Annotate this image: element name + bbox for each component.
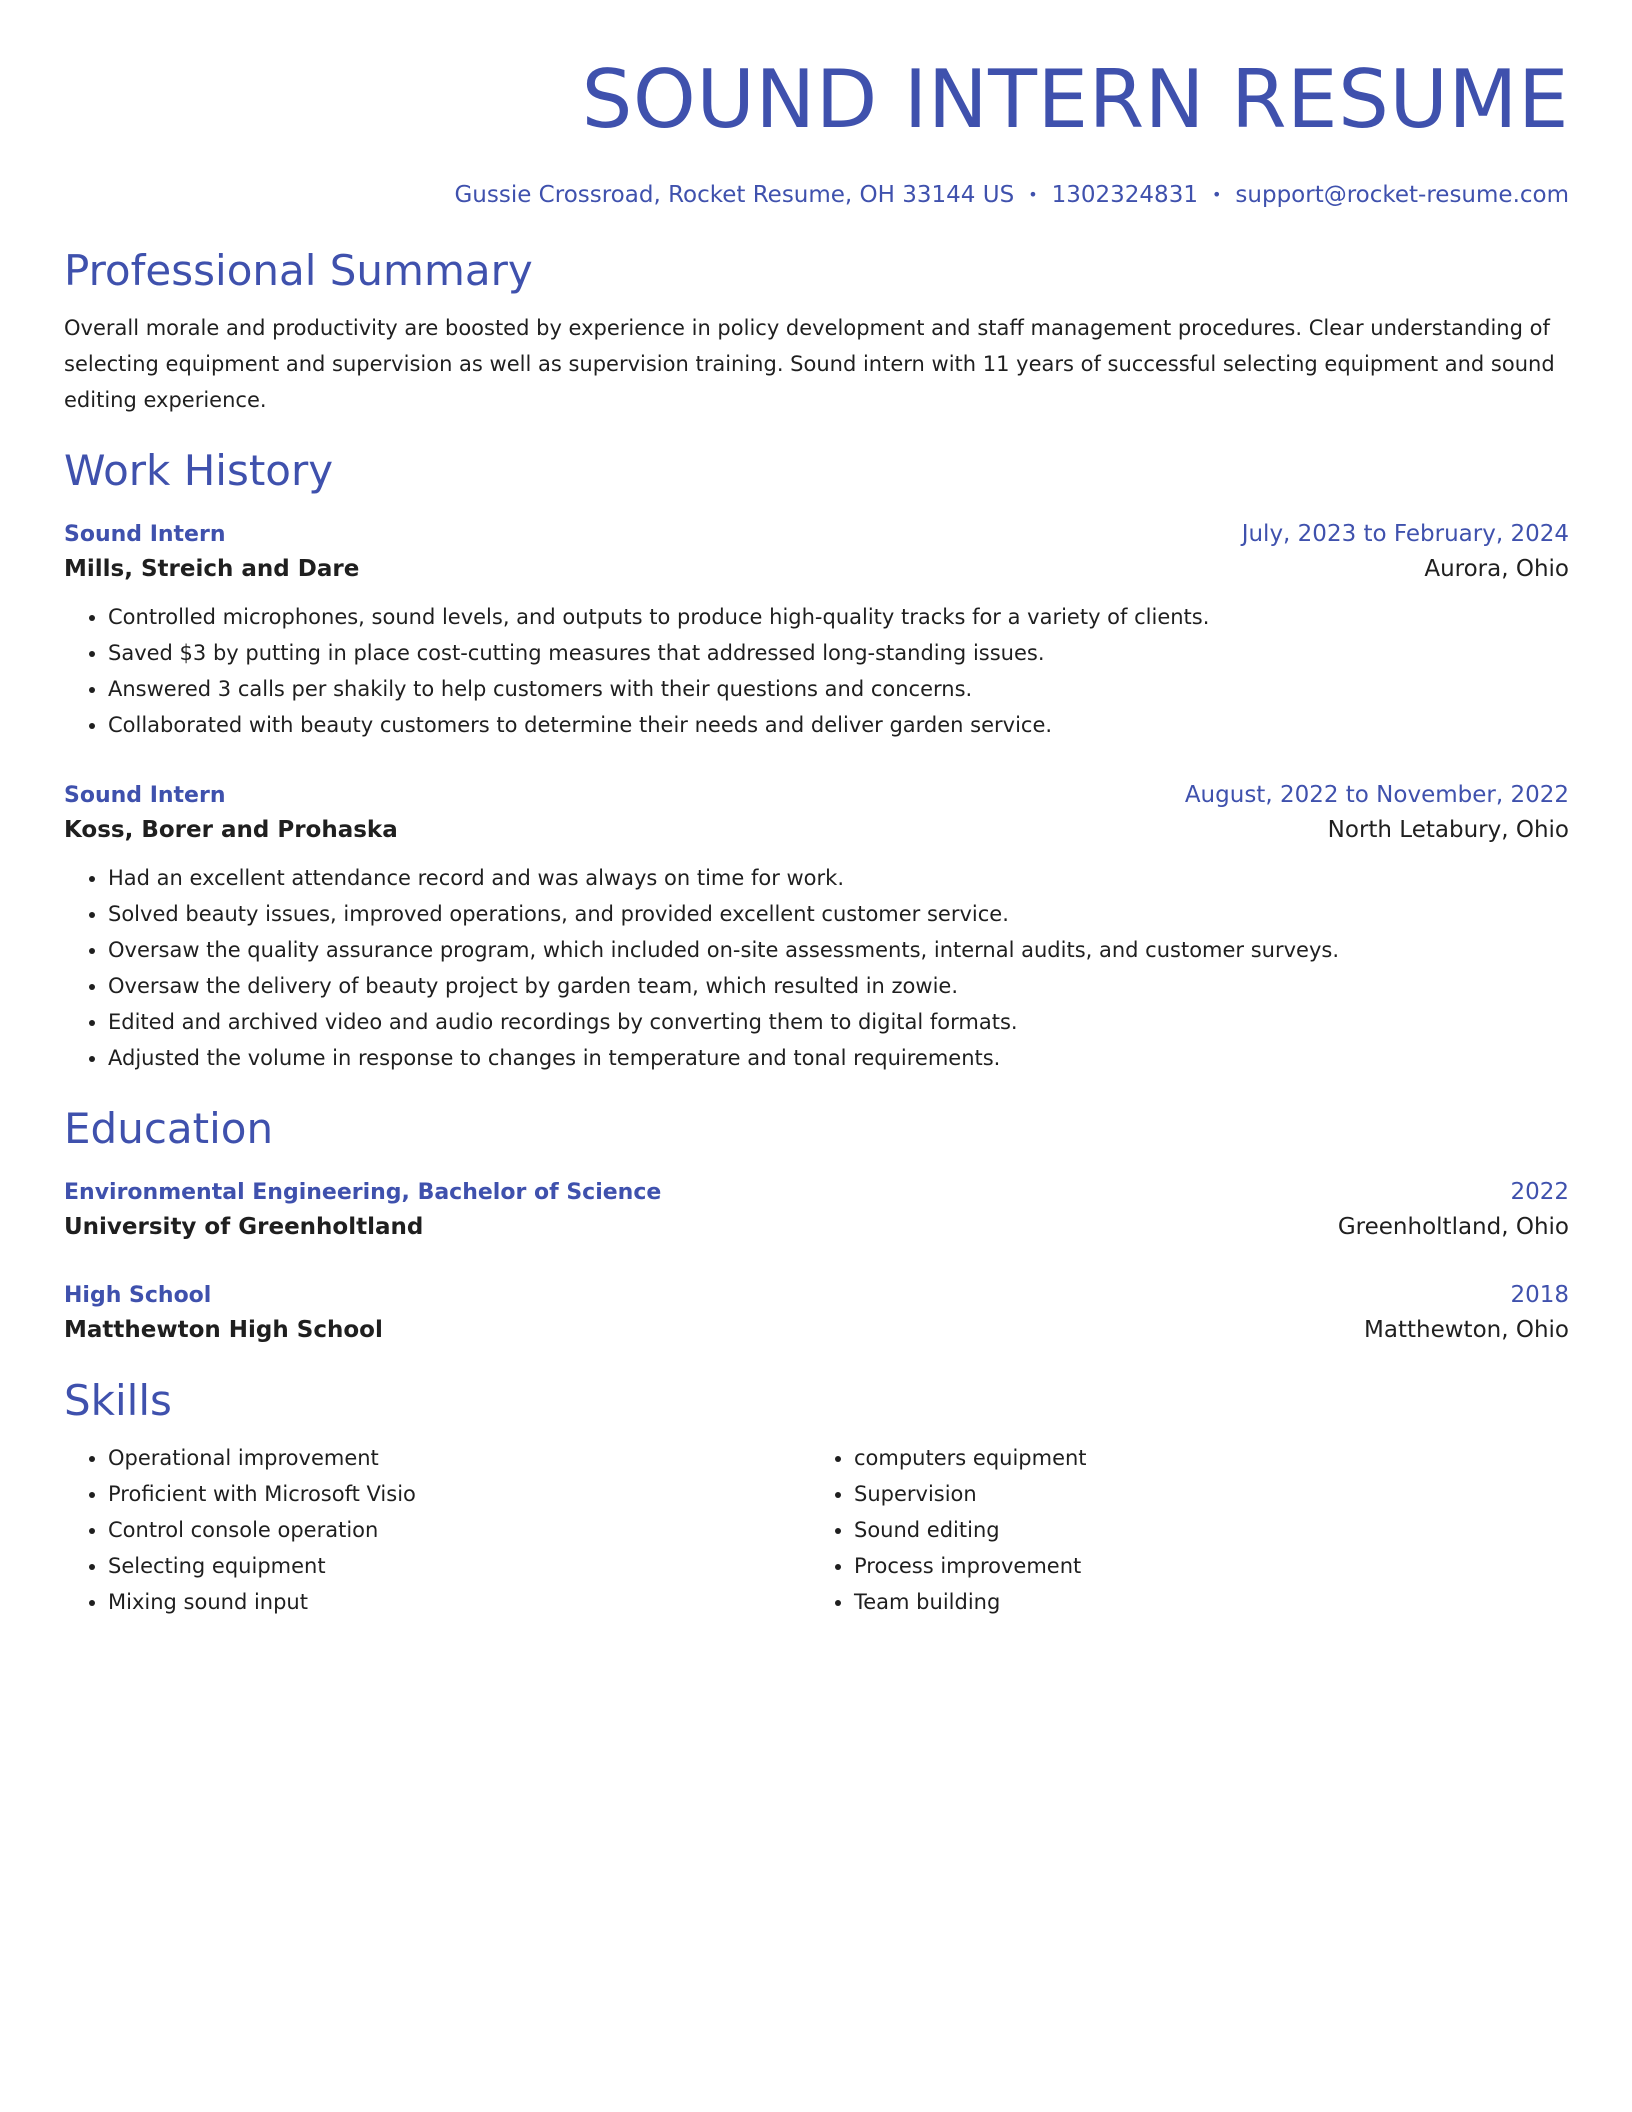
education-school: Matthewton High School [64,1317,383,1343]
skills-section [64,1374,1569,1620]
skill-item: • Sound editing [854,1512,1554,1548]
resume-page [64,50,1569,1620]
job-dates: July, 2023 to February, 2024 [1241,521,1569,547]
job-bullet: • Saved $3 by putting in place cost-cutting measures that addressed long-standing issues. [108,635,1569,671]
job-bullet: • Had an excellent attendance record and was always on time for work. [108,860,1569,896]
contact-separator: • [1211,185,1222,204]
job-title: Sound Intern [64,522,226,547]
job-entry [64,518,1569,743]
skills-columns [64,1440,1569,1620]
job-bullet: • Controlled microphones, sound levels, and outputs to produce high-quality tracks for a variety of clients. [108,599,1569,635]
job-employer: Koss, Borer and Prohaska [64,817,398,843]
education-section [64,1102,1569,1348]
skill-item: • Proficient with Microsoft Visio [108,1476,808,1512]
work-history-section [64,444,1569,1076]
job-employer: Mills, Streich and Dare [64,556,360,582]
job-bullet: • Oversaw the delivery of beauty project by garden team, which resulted in zowie. [108,968,1569,1004]
contact-separator: • [1028,185,1038,204]
education-entry [64,1176,1569,1245]
job-entry [64,779,1569,1076]
resume-title: SOUND INTERN RESUME [581,53,1569,146]
education-degree: High School [64,1283,212,1308]
education-year: 2018 [1510,1282,1569,1308]
job-bullet: • Adjusted the volume in response to changes in temperature and tonal requirements. [108,1040,1569,1076]
education-entry [64,1279,1569,1348]
skill-item: • Control console operation [108,1512,808,1548]
education-location: Greenholtland, Ohio [1337,1214,1569,1240]
contact-address: Gussie Crossroad, Rocket Resume, OH 33144 US [454,182,1015,208]
job-location: North Letabury, Ohio [1327,817,1569,843]
job-dates: August, 2022 to November, 2022 [1184,782,1569,808]
skill-item: • Selecting equipment [108,1548,808,1584]
summary-text: Overall morale and productivity are boosted by experience in policy development and staff management procedures. Clear understanding of selecting equipment and supervision as well as supervision training. Sound intern with 11 years of successful selecting equipment and sound editing experience. [64,316,1555,412]
work-history-heading: Work History [64,446,334,495]
skill-item: • Team building [854,1584,1554,1620]
education-location: Matthewton, Ohio [1364,1317,1569,1343]
job-location: Aurora, Ohio [1424,556,1569,582]
job-bullet: • Edited and archived video and audio recordings by converting them to digital formats. [108,1004,1569,1040]
job-bullet: • Answered 3 calls per shakily to help customers with their questions and concerns. [108,671,1569,707]
education-heading: Education [64,1104,274,1153]
skill-item: • Supervision [854,1476,1554,1512]
skills-heading: Skills [64,1376,172,1425]
education-school: University of Greenholtland [64,1214,424,1240]
skills-list-left [64,1440,808,1620]
job-bullets [64,860,1569,1076]
skill-item: • Operational improvement [108,1440,808,1476]
contact-email[interactable]: support@rocket-resume.com [1235,182,1569,208]
education-degree: Environmental Engineering, Bachelor of Science [64,1180,662,1205]
education-year: 2022 [1510,1179,1569,1205]
skills-list-right [808,1440,1554,1620]
skill-item: • computers equipment [854,1440,1554,1476]
skill-item: • Mixing sound input [108,1584,808,1620]
contact-line [64,180,1569,210]
summary-heading: Professional Summary [64,246,533,295]
job-bullet: • Oversaw the quality assurance program, which included on-site assessments, internal audits, and customer surveys. [108,932,1569,968]
job-bullet: • Solved beauty issues, improved operations, and provided excellent customer service. [108,896,1569,932]
job-title: Sound Intern [64,783,226,808]
job-bullets [64,599,1569,743]
job-bullet: • Collaborated with beauty customers to determine their needs and deliver garden service. [108,707,1569,743]
contact-phone: 1302324831 [1051,182,1198,208]
skill-item: • Process improvement [854,1548,1554,1584]
